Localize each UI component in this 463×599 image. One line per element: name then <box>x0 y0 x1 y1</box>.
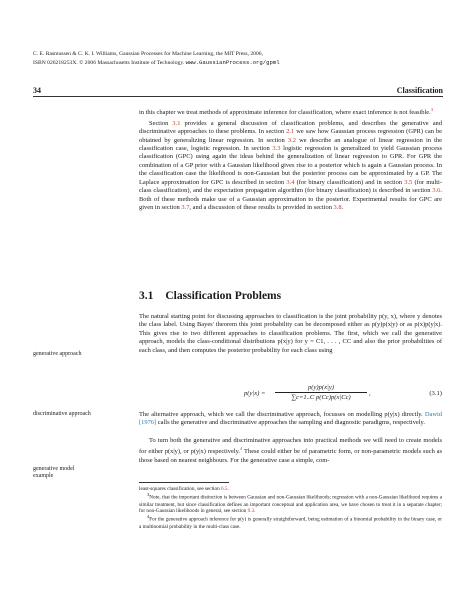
section-number: 3.1 <box>139 290 154 302</box>
section-link[interactable]: 3.4 <box>286 178 295 186</box>
footnote-number: 4 <box>147 514 150 520</box>
section-link[interactable]: 2.1 <box>286 128 295 136</box>
citation-link[interactable]: Dawid [1976] <box>139 411 442 427</box>
text-run: For the generative approach inference for p(y) is generally straightforward, being estimation of a binomial probability in the binary case, or a multinomial probability in the multi-class case. <box>139 517 442 530</box>
intro-paragraph-1 <box>139 106 442 118</box>
margin-note-generative: generative approach <box>33 351 82 357</box>
section-link[interactable]: 9.3 <box>247 507 255 514</box>
section-title: Classification Problems <box>165 290 282 302</box>
header-rule <box>33 96 443 97</box>
section-link[interactable]: 3.6 <box>432 187 441 195</box>
text-run: we describe an analogue of linear regression in the classification case, logistic regression. In section <box>139 136 442 152</box>
header-line-1: C. E. Rasmussen & C. K. I. Williams, Gaussian Processes for Machine Learning, the MIT Press, 2006, <box>33 51 263 57</box>
equation-punct: , <box>369 390 371 397</box>
section-heading <box>139 290 293 302</box>
equation-lhs: p(y|x) = <box>244 390 266 397</box>
footnote-4 <box>139 514 442 530</box>
chapter-title: Classification <box>396 86 443 95</box>
intro-p1-text: in this chapter we treat methods of approximate inference for classification, where exact inference is not feasible. <box>139 109 431 117</box>
text-run: provides a general discussion of classification problems, and describes the generative and discriminative approaches to these problems. In section <box>139 119 442 136</box>
intro-paragraph-2 <box>139 120 442 213</box>
section-paragraph-2 <box>139 411 442 428</box>
text-run: (for binary classification) and in section <box>294 178 405 186</box>
equation-fraction <box>275 384 367 401</box>
equation-number: (3.1) <box>429 390 442 397</box>
fraction-bar <box>275 392 367 393</box>
text-run: . Both of these methods make use of a Gaussian approximation to the posterior. Experimental results for GPC are given in section <box>139 187 442 212</box>
text-run: . <box>254 507 256 514</box>
text-run: Note, that the important distinction is between Gaussian and non-Gaussian likelihoods; regression with a non-Gaussian likelihood requires a similar treatment, but since classification defines an important conceptual and application area, we have chosen to treat it in a separate chapter; for non-Gaussian likelihoods in general, see section <box>139 495 442 514</box>
margin-note-example: generative model example <box>33 466 75 480</box>
header-isbn: ISBN 026218253X. © 2006 Massachusetts Institute of Technology. <box>33 59 185 66</box>
text-run: The alternative approach, which we call the discriminative approach, focusses on modelling p(y|x) directly. <box>139 411 425 418</box>
text-run: (for multi-class classification), and the expectation propagation algorithm (for binary classification) is described in section <box>139 178 442 195</box>
book-header <box>33 51 443 67</box>
section-link[interactable]: 6.5 <box>220 486 228 492</box>
section-link[interactable]: 3.8 <box>333 204 342 212</box>
page-number: 34 <box>33 86 41 95</box>
section-link[interactable]: 3.2 <box>287 136 296 144</box>
intro-text <box>139 106 442 213</box>
text-run: Section <box>149 119 173 127</box>
footnote-rule <box>139 482 229 483</box>
equation-denominator: ∑c=1..C p(Cc)p(x|Cc) <box>291 394 351 401</box>
section-paragraph-3 <box>139 437 442 466</box>
text-run: logistic regression is generalized to yield Gaussian process classification (GPC) using again the ideas behind the generalization of linear regression to GPR. For GPR the combination of a GP prior with a Gaussian likelihood gives rise to a posterior which is again a Gaussian process. In the classification case the likelihood is non-Gaussian but the posterior process can be approximated by a GP. The Laplace approximation for GPC is described in section <box>139 144 442 186</box>
equation-numerator: p(y)p(x|y) <box>308 384 334 391</box>
text-run: calls the generative and discriminative approaches the sampling and diagnostic paradigms, respectively. <box>156 419 425 427</box>
footnote-marker-4[interactable]: 4 <box>240 446 243 452</box>
text-run: least-squares classification, see section <box>139 486 221 492</box>
footnote-3 <box>139 492 442 514</box>
footnote-number: 3 <box>147 492 150 498</box>
section-link[interactable]: 3.5 <box>404 178 413 186</box>
equation-3-1 <box>139 384 442 406</box>
footnote-marker-3[interactable]: 3 <box>430 107 434 112</box>
section-paragraph-1: The natural starting point for discussing approaches to classification is the joint probability p(y, x), where y denotes the class label. Using Bayes' theorem this joint probability can be decomposed either as p(y)p(x|y) or as p(x)p(y|x). This gives rise to two different approaches to classification problems. The first, which we call the generative approach, models the class-conditional distributions p(x|y) for y = C1, . . . , CC and also the prior probabilities of each class, and then computes the posterior probability for each class using <box>139 313 442 354</box>
text-run: These could either be of parametric form, or non-parametric models such as those based on nearest neighbours. For the generative case a simple, com- <box>139 448 442 465</box>
section-link[interactable]: 3.7 <box>181 204 190 212</box>
section-link[interactable]: 3.1 <box>172 119 181 127</box>
text-run: , and a discussion of these results is provided in section <box>189 204 334 212</box>
text-run: . <box>227 486 229 492</box>
section-link[interactable]: 3.3 <box>272 144 281 152</box>
header-line-2 <box>33 59 443 68</box>
footnotes <box>139 486 442 530</box>
text-run: . <box>341 204 344 212</box>
header-url[interactable]: www.GaussianProcess.org/gpml <box>185 58 280 66</box>
text-run: To turn both the generative and discriminative approaches into practical methods we will need to create models for either p(x|y), or p(y|x) respectively. <box>139 437 442 456</box>
text-run: we saw how Gaussian process regression (GPR) can be obtained by generalizing linear regression. In section <box>139 128 442 144</box>
margin-note-discriminative: discriminative approach <box>33 411 91 417</box>
